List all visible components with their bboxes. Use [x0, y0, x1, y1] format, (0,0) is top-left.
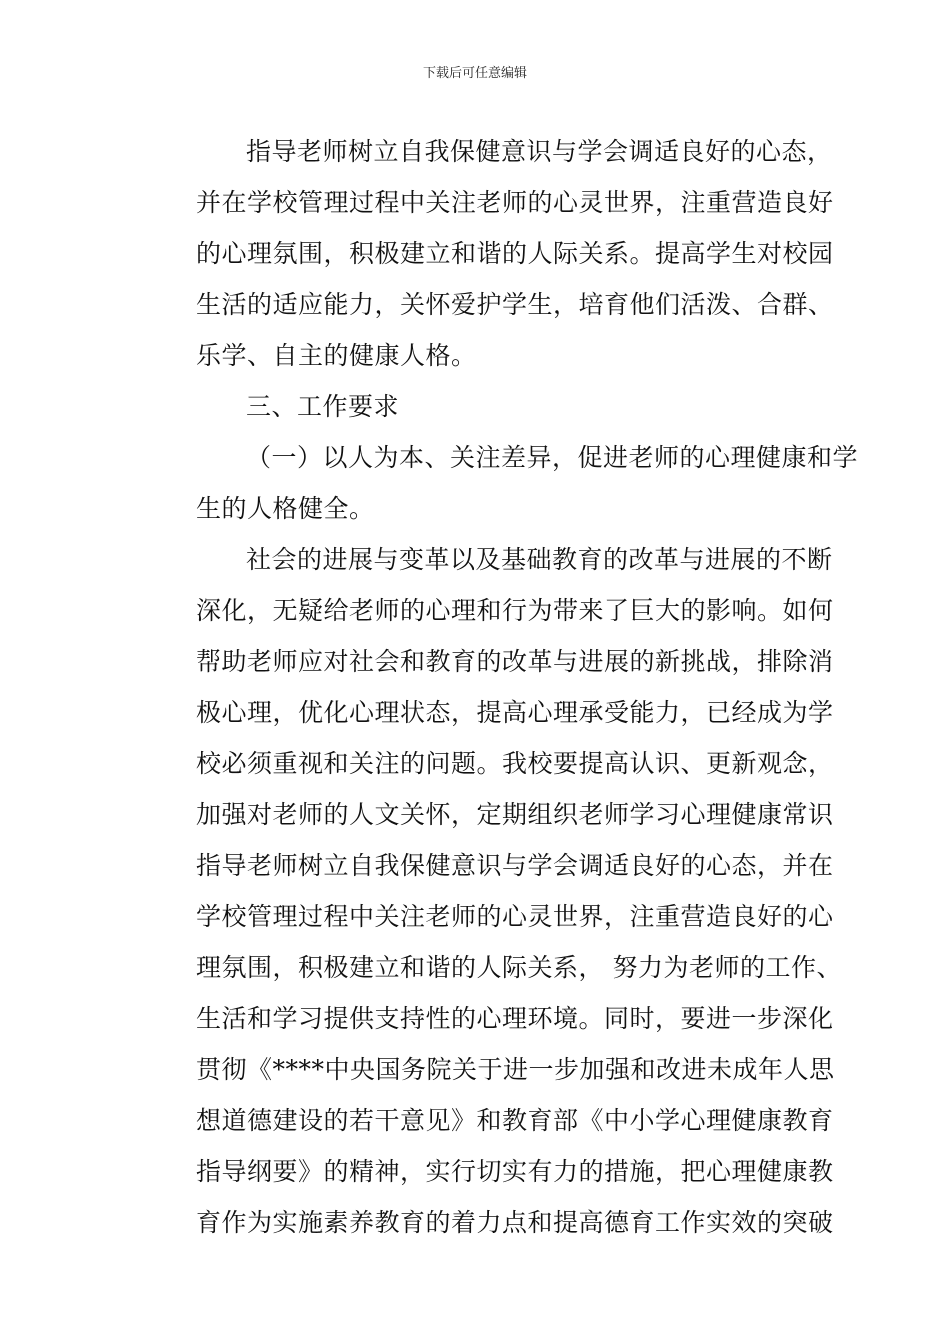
paragraph-line: 深化，无疑给老师的心理和行为带来了巨大的影响。如何 — [196, 596, 834, 625]
paragraph-line: 加强对老师的人文关怀，定期组织老师学习心理健康常识 — [196, 800, 834, 829]
subsection-heading — [146, 432, 859, 534]
paragraph-line: 指导老师树立自我保健意识与学会调适良好的心态， — [246, 137, 833, 166]
paragraph-line: 社会的进展与变革以及基础教育的改革与进展的不断 — [246, 545, 833, 574]
document-body — [146, 126, 859, 1248]
section-heading — [146, 381, 806, 432]
paragraph-line: 极心理，优化心理状态，提高心理承受能力，已经成为学 — [196, 698, 834, 727]
paragraph-line: 生活的适应能力，关怀爱护学生，培育他们活泼、合群、 — [196, 290, 834, 319]
subsection-line: （一）以人为本、关注差异，促进老师的心理健康和学 — [246, 443, 859, 472]
paragraph-line: 想道德建设的若干意见》和教育部《中小学心理健康教育 — [196, 1106, 834, 1135]
paragraph-line: 帮助老师应对社会和教育的改革与进展的新挑战，排除消 — [196, 647, 834, 676]
paragraph-line: 指导老师树立自我保健意识与学会调适良好的心态，并在 — [196, 851, 834, 880]
paragraph-line: 生活和学习提供支持性的心理环境。同时，要进一步深化 — [196, 1004, 834, 1033]
subsection-line: 生的人格健全。 — [196, 494, 375, 523]
paragraph-line: 学校管理过程中关注老师的心灵世界，注重营造良好的心 — [196, 902, 834, 931]
section-heading-text: 三、工作要求 — [246, 392, 400, 421]
paragraph-line: 乐学、自主的健康人格。 — [196, 341, 477, 370]
paragraph-2 — [146, 534, 842, 1248]
paragraph-1 — [146, 126, 834, 381]
download-note: 下载后可任意编辑 — [422, 66, 527, 81]
paragraph-line: 贯彻《****中央国务院关于进一步加强和改进未成年人思 — [196, 1055, 835, 1084]
paragraph-line: 并在学校管理过程中关注老师的心灵世界，注重营造良好 — [196, 188, 834, 217]
paragraph-line: 理氛围，积极建立和谐的人际关系， 努力为老师的工作、 — [196, 953, 842, 982]
paragraph-line: 的心理氛围，积极建立和谐的人际关系。提高学生对校园 — [196, 239, 834, 268]
paragraph-line: 指导纲要》的精神，实行切实有力的措施，把心理健康教 — [196, 1157, 834, 1186]
paragraph-line: 校必须重视和关注的问题。我校要提高认识、更新观念， — [196, 749, 834, 778]
paragraph-line: 育作为实施素养教育的着力点和提高德育工作实效的突破 — [196, 1208, 834, 1237]
